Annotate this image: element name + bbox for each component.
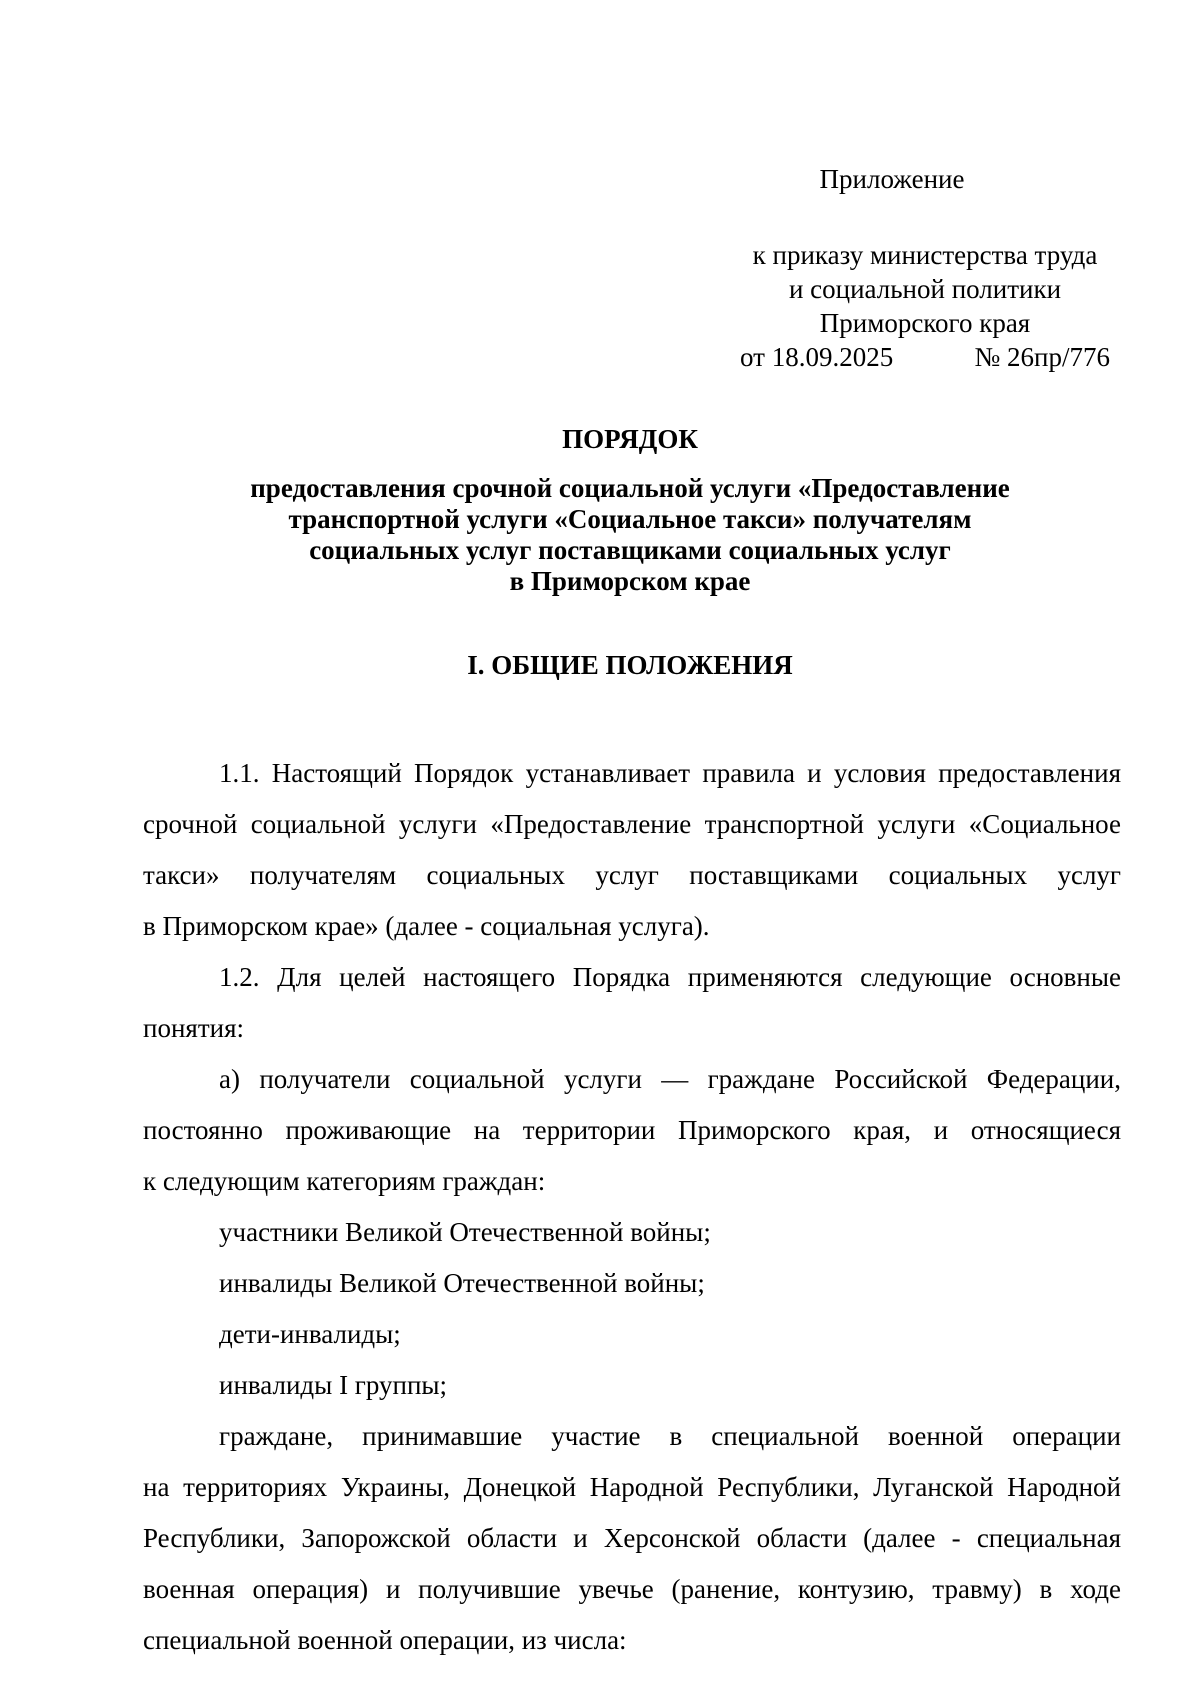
- appendix-ref-line: и социальной политики: [788, 274, 1062, 304]
- text-line: граждане, принимавшие участие в специальной военной операции: [219, 1421, 1121, 1451]
- appendix-block: [730, 162, 1130, 374]
- text-line: срочной социальной услуги «Предоставление транспортной услуги «Социальное: [143, 809, 1121, 839]
- list-item: участники Великой Отечественной войны;: [219, 1217, 711, 1247]
- appendix-ref-line: к приказу министерства труда: [752, 240, 1098, 270]
- text-line: такси» получателям социальных услуг поставщиками социальных услуг: [143, 860, 1121, 890]
- text-line: а) получатели социальной услуги — граждане Российской Федерации,: [219, 1064, 1121, 1094]
- paragraph-a: [143, 1054, 1121, 1207]
- subtitle-line: социальных услуг поставщиками социальных услуг: [309, 535, 951, 565]
- document-title: ПОРЯДОК: [562, 424, 698, 454]
- subtitle-line: транспортной услуги «Социальное такси» получателям: [288, 504, 972, 534]
- text-line: постоянно проживающие на территории Приморского края, и относящиеся: [143, 1115, 1121, 1145]
- subtitle-line: в Приморском крае: [509, 566, 751, 596]
- list-item: инвалиды Великой Отечественной войны;: [219, 1268, 705, 1298]
- appendix-title: Приложение: [819, 164, 965, 194]
- subtitle-line: предоставления срочной социальной услуги «Предоставление: [250, 473, 1010, 503]
- appendix-reference: [740, 238, 1110, 340]
- paragraph-1-2: [143, 952, 1121, 1054]
- appendix-number: № 26пр/776: [974, 342, 1110, 372]
- text-line: к следующим категориям граждан:: [143, 1166, 546, 1196]
- list-item: дети-инвалиды;: [219, 1319, 401, 1349]
- text-line: Республики, Запорожской области и Херсонской области (далее - специальная: [143, 1523, 1121, 1553]
- appendix-date-line: [740, 340, 1110, 374]
- paragraph-1-1: [143, 748, 1121, 952]
- text-line: 1.2. Для целей настоящего Порядка применяются следующие основные: [219, 962, 1121, 992]
- text-line: 1.1. Настоящий Порядок устанавливает правила и условия предоставления: [219, 758, 1121, 788]
- appendix-date: от 18.09.2025: [740, 342, 894, 372]
- section-heading: I. ОБЩИЕ ПОЛОЖЕНИЯ: [467, 650, 793, 680]
- appendix-ref-line: Приморского края: [819, 308, 1031, 338]
- list-item: инвалиды I группы;: [219, 1370, 448, 1400]
- document-subtitle: [150, 473, 1110, 597]
- document-body: [143, 748, 1121, 1666]
- text-line: военная операция) и получившие увечье (ранение, контузию, травму) в ходе: [143, 1574, 1121, 1604]
- category-list: [143, 1207, 1121, 1411]
- text-line: специальной военной операции, из числа:: [143, 1625, 627, 1655]
- text-line: в Приморском крае» (далее - социальная услуга).: [143, 911, 710, 941]
- text-line: понятия:: [143, 1013, 244, 1043]
- paragraph-svo: [143, 1411, 1121, 1666]
- text-line: на территориях Украины, Донецкой Народной Республики, Луганской Народной: [143, 1472, 1121, 1502]
